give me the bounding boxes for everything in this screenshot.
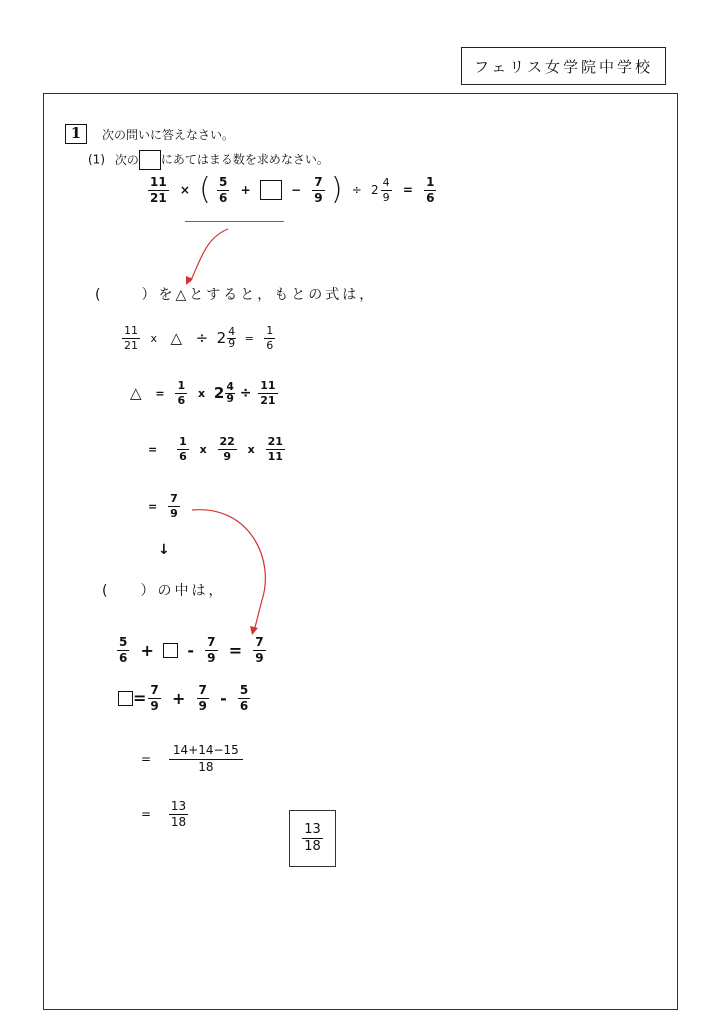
problem-number: 1 bbox=[65, 124, 87, 144]
school-name: フェリス女学院中学校 bbox=[474, 57, 653, 76]
step-6: = $\frac{7}{9}$ + $\frac{7}{9}$ - $\frac{5}{6}$ bbox=[118, 684, 252, 712]
red-arrow-2 bbox=[192, 510, 265, 630]
step-8: = $\frac{13}{18}$ bbox=[141, 799, 187, 829]
step-3: = $\frac{1}{6}$ x $\frac{22}{9}$ x $\frac{21}{11}$ bbox=[148, 435, 283, 463]
solution-intro: ( ）を△とすると，もとの式は， bbox=[95, 287, 377, 303]
red-arrow-1 bbox=[190, 229, 228, 282]
square-symbol bbox=[163, 643, 178, 658]
left-paren: ( bbox=[199, 172, 211, 207]
final-answer: $\frac{13}{18}$ bbox=[304, 822, 321, 854]
eq-frac-11-21: $\frac{11}{21}$ bbox=[150, 174, 167, 205]
eq-frac-1-6: $\frac{1}{6}$ bbox=[426, 174, 435, 205]
red-arrowhead-2 bbox=[250, 626, 258, 635]
step-5: $\frac{5}{6}$ + - $\frac{7}{9}$ = $\frac{7}{9}$ bbox=[119, 635, 264, 665]
eq-frac-5-6: $\frac{5}{6}$ bbox=[219, 174, 228, 205]
down-arrow: ↓ bbox=[158, 542, 170, 558]
final-answer-box bbox=[289, 810, 336, 867]
inside-text: ( ）の中は， bbox=[102, 583, 226, 599]
problem-instruction: 次の問いに答えなさい。 bbox=[102, 128, 235, 142]
step-4: = $\frac{7}{9}$ bbox=[148, 492, 178, 520]
sub-label: (1) bbox=[88, 152, 105, 167]
sub-text-post: にあてはまる数を求めなさい。 bbox=[160, 152, 329, 167]
eq-mixed-2-4-9: 2 $\frac{4}{9}$ bbox=[370, 175, 390, 204]
step-2: △ = $\frac{1}{6}$ x 2 4 9 ÷ $\frac{11}{21}$ bbox=[130, 379, 276, 407]
right-paren: ) bbox=[330, 172, 343, 207]
problem-equation: $\frac{11}{21}$ × ( $\frac{5}{6}$ + − $\frac{7}{9}$ ) ÷ 2 $\frac{4}{9}$ = $\frac{1}{6}$ bbox=[150, 172, 435, 207]
step-1: $\frac{11}{21}$ x △ ÷ 2 4 9 = $\frac{1}{6}$ bbox=[124, 324, 274, 352]
eq-frac-7-9: $\frac{7}{9}$ bbox=[314, 174, 323, 205]
sub-text-pre: 次の bbox=[114, 152, 139, 167]
step-7: = $\frac{14+14-15}{18}$ bbox=[141, 744, 245, 773]
triangle-symbol: △ bbox=[170, 329, 183, 348]
